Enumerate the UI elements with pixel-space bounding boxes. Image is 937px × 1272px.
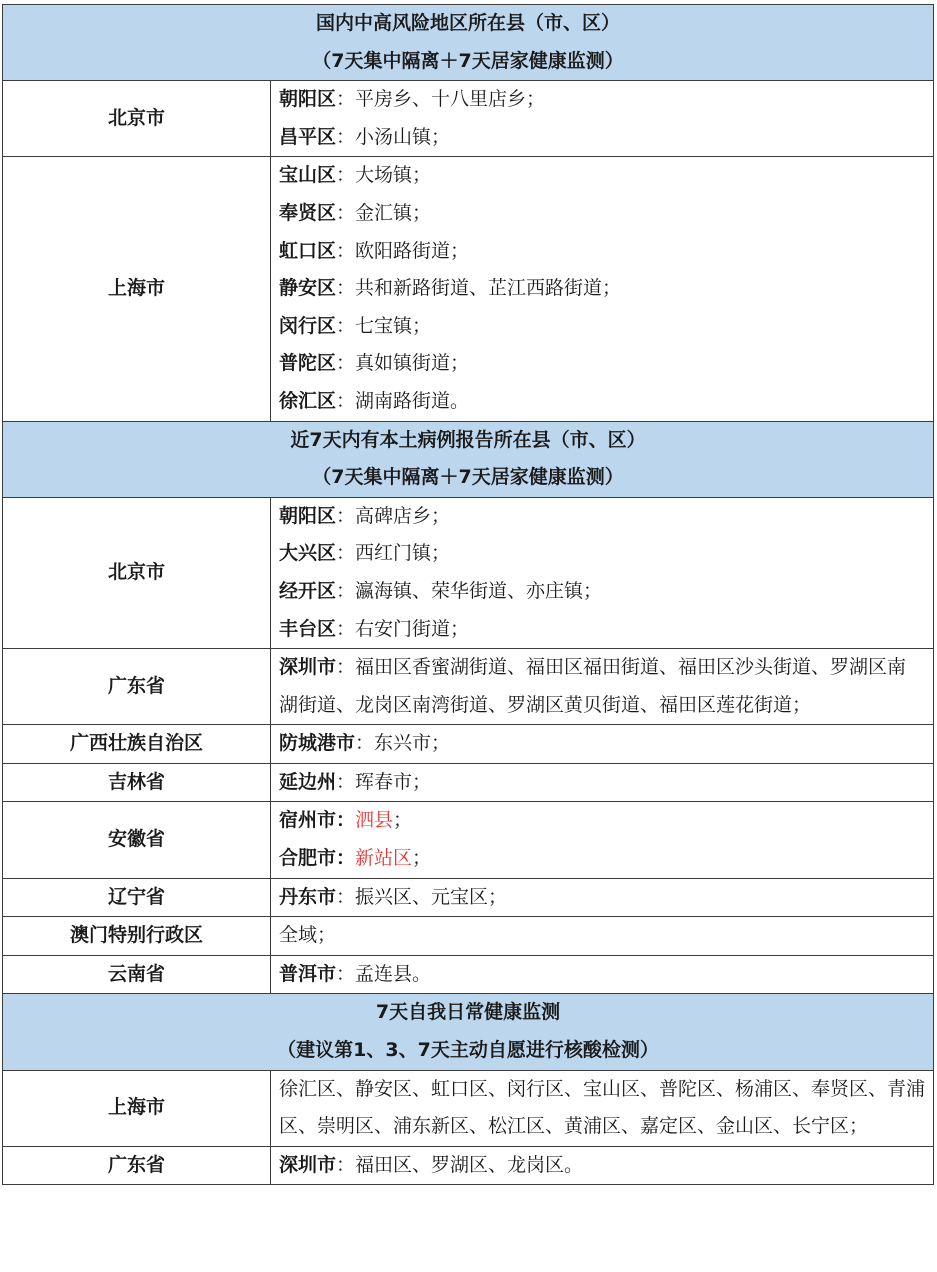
city-name: 合肥市：	[279, 847, 356, 870]
separator: ：	[336, 239, 356, 262]
region-cell: 北京市	[3, 497, 271, 648]
city-name: 深圳市	[279, 1153, 337, 1176]
punctuation: ；	[393, 809, 413, 832]
area-entry	[279, 270, 925, 308]
city-name: 昌平区	[279, 125, 337, 148]
table-row	[3, 649, 934, 725]
place-list: 欧阳路街道；	[355, 239, 470, 262]
city-name: 闵行区	[279, 314, 337, 337]
table-row	[3, 763, 934, 802]
section-subtitle: （建议第1、3、7天主动自愿进行核酸检测）	[277, 1039, 659, 1062]
separator: ：	[336, 542, 356, 565]
city-name: 虹口区	[279, 239, 337, 262]
city-name: 静安区	[279, 277, 337, 300]
place-list: 振兴区、元宝区；	[355, 885, 508, 908]
area-entry	[279, 879, 925, 917]
area-entry	[279, 725, 925, 763]
city-name: 普陀区	[279, 352, 337, 375]
area-list-cell	[271, 802, 934, 878]
separator: ：	[336, 1153, 356, 1176]
table-row	[3, 497, 934, 648]
table-row	[3, 955, 934, 994]
area-entry	[279, 535, 925, 573]
region-cell: 北京市	[3, 81, 271, 157]
region-cell: 安徽省	[3, 802, 271, 878]
city-name: 延边州	[279, 770, 337, 793]
place-list: 瀛海镇、荣华街道、亦庄镇；	[355, 579, 603, 602]
area-entry	[279, 157, 925, 195]
separator: ：	[336, 201, 356, 224]
place-list: 平房乡、十八里店乡；	[355, 88, 546, 111]
area-list-cell	[271, 1070, 934, 1146]
area-entry	[279, 119, 925, 157]
separator: ：	[336, 389, 356, 412]
area-entry	[279, 649, 925, 724]
place-list: 珲春市；	[355, 770, 432, 793]
area-list-cell	[271, 1146, 934, 1185]
area-entry	[279, 917, 925, 955]
area-entry	[279, 611, 925, 649]
table-row	[3, 1146, 934, 1185]
area-list-cell	[271, 81, 934, 157]
area-entry	[279, 498, 925, 536]
place-list: 全域；	[279, 924, 337, 947]
risk-area-table	[2, 4, 934, 1185]
city-name: 丹东市	[279, 885, 337, 908]
area-list-cell	[271, 878, 934, 917]
region-cell: 上海市	[3, 1070, 271, 1146]
area-entry	[279, 764, 925, 802]
city-name: 丰台区	[279, 617, 337, 640]
place-list: 泗县	[355, 809, 394, 832]
city-name: 宿州市：	[279, 809, 356, 832]
separator: ：	[336, 770, 356, 793]
region-cell: 澳门特别行政区	[3, 917, 271, 956]
city-name: 徐汇区	[279, 389, 337, 412]
separator: ：	[336, 277, 356, 300]
section-header	[3, 421, 934, 497]
city-name: 大兴区	[279, 542, 337, 565]
area-entry	[279, 308, 925, 346]
separator: ：	[336, 504, 356, 527]
separator: ：	[336, 88, 356, 111]
area-entry	[279, 1071, 925, 1146]
area-entry	[279, 81, 925, 119]
area-entry	[279, 956, 925, 994]
separator: ：	[336, 352, 356, 375]
punctuation: ；	[412, 847, 432, 870]
region-cell: 辽宁省	[3, 878, 271, 917]
table-row	[3, 917, 934, 956]
place-list: 福田区、罗湖区、龙岗区。	[355, 1153, 584, 1176]
place-list: 右安门街道；	[355, 617, 470, 640]
place-list: 湖南路街道。	[355, 389, 470, 412]
place-list: 徐汇区、静安区、虹口区、闵行区、宝山区、普陀区、杨浦区、奉贤区、青浦区、崇明区、浦东新区、松江区、黄浦区、嘉定区、金山区、长宁区；	[279, 1077, 926, 1138]
place-list: 共和新路街道、芷江西路街道；	[355, 277, 622, 300]
area-list-cell	[271, 725, 934, 764]
area-entry	[279, 573, 925, 611]
section-header-cell	[3, 421, 934, 497]
area-entry	[279, 233, 925, 271]
table-row	[3, 802, 934, 878]
area-list-cell	[271, 763, 934, 802]
city-name: 防城港市	[279, 732, 356, 755]
table-row	[3, 725, 934, 764]
place-list: 七宝镇；	[355, 314, 432, 337]
section-header	[3, 5, 934, 81]
table-row	[3, 157, 934, 421]
section-subtitle: （7天集中隔离＋7天居家健康监测）	[312, 466, 624, 489]
place-list: 东兴市；	[374, 732, 451, 755]
area-list-cell	[271, 157, 934, 421]
area-list-cell	[271, 649, 934, 725]
place-list: 真如镇街道；	[355, 352, 470, 375]
place-list: 新站区	[355, 847, 413, 870]
city-name: 朝阳区	[279, 88, 337, 111]
separator: ：	[336, 885, 356, 908]
region-cell: 广东省	[3, 1146, 271, 1185]
section-title: 国内中高风险地区所在县（市、区）	[315, 12, 620, 34]
city-name: 普洱市	[279, 962, 337, 985]
region-cell: 吉林省	[3, 763, 271, 802]
place-list: 福田区香蜜湖街道、福田区福田街道、福田区沙头街道、罗湖区南湖街道、龙岗区南湾街道、罗湖区黄贝街道、福田区莲花街道；	[279, 656, 907, 716]
city-name: 奉贤区	[279, 201, 337, 224]
area-list-cell	[271, 917, 934, 956]
city-name: 宝山区	[279, 164, 337, 187]
separator: ：	[336, 164, 356, 187]
separator: ：	[355, 732, 375, 755]
area-list-cell	[271, 955, 934, 994]
section-title: 近7天内有本土病例报告所在县（市、区）	[290, 428, 646, 451]
section-title: 7天自我日常健康监测	[375, 1001, 561, 1024]
city-name: 经开区	[279, 579, 337, 602]
section-subtitle: （7天集中隔离＋7天居家健康监测）	[312, 49, 624, 72]
separator: ：	[336, 579, 356, 602]
area-entry	[279, 1147, 925, 1185]
city-name: 朝阳区	[279, 504, 337, 527]
region-cell: 云南省	[3, 955, 271, 994]
separator: ：	[336, 617, 356, 640]
table-row	[3, 81, 934, 157]
region-cell: 广西壮族自治区	[3, 725, 271, 764]
place-list: 孟连县。	[355, 962, 432, 985]
separator: ：	[336, 314, 356, 337]
separator: ：	[336, 962, 356, 985]
area-entry	[279, 840, 925, 878]
place-list: 高碑店乡；	[355, 504, 451, 527]
table-row	[3, 1070, 934, 1146]
section-header	[3, 994, 934, 1070]
region-cell: 上海市	[3, 157, 271, 421]
area-list-cell	[271, 497, 934, 648]
place-list: 西红门镇；	[355, 542, 451, 565]
area-entry	[279, 345, 925, 383]
city-name: 深圳市	[279, 656, 337, 679]
section-header-cell	[3, 5, 934, 81]
place-list: 小汤山镇；	[355, 125, 451, 148]
area-entry	[279, 195, 925, 233]
region-cell: 广东省	[3, 649, 271, 725]
section-header-cell	[3, 994, 934, 1070]
table-row	[3, 878, 934, 917]
area-entry	[279, 383, 925, 421]
area-entry	[279, 802, 925, 840]
separator: ：	[336, 656, 356, 679]
separator: ：	[336, 125, 356, 148]
place-list: 大场镇；	[355, 164, 432, 187]
place-list: 金汇镇；	[355, 201, 432, 224]
